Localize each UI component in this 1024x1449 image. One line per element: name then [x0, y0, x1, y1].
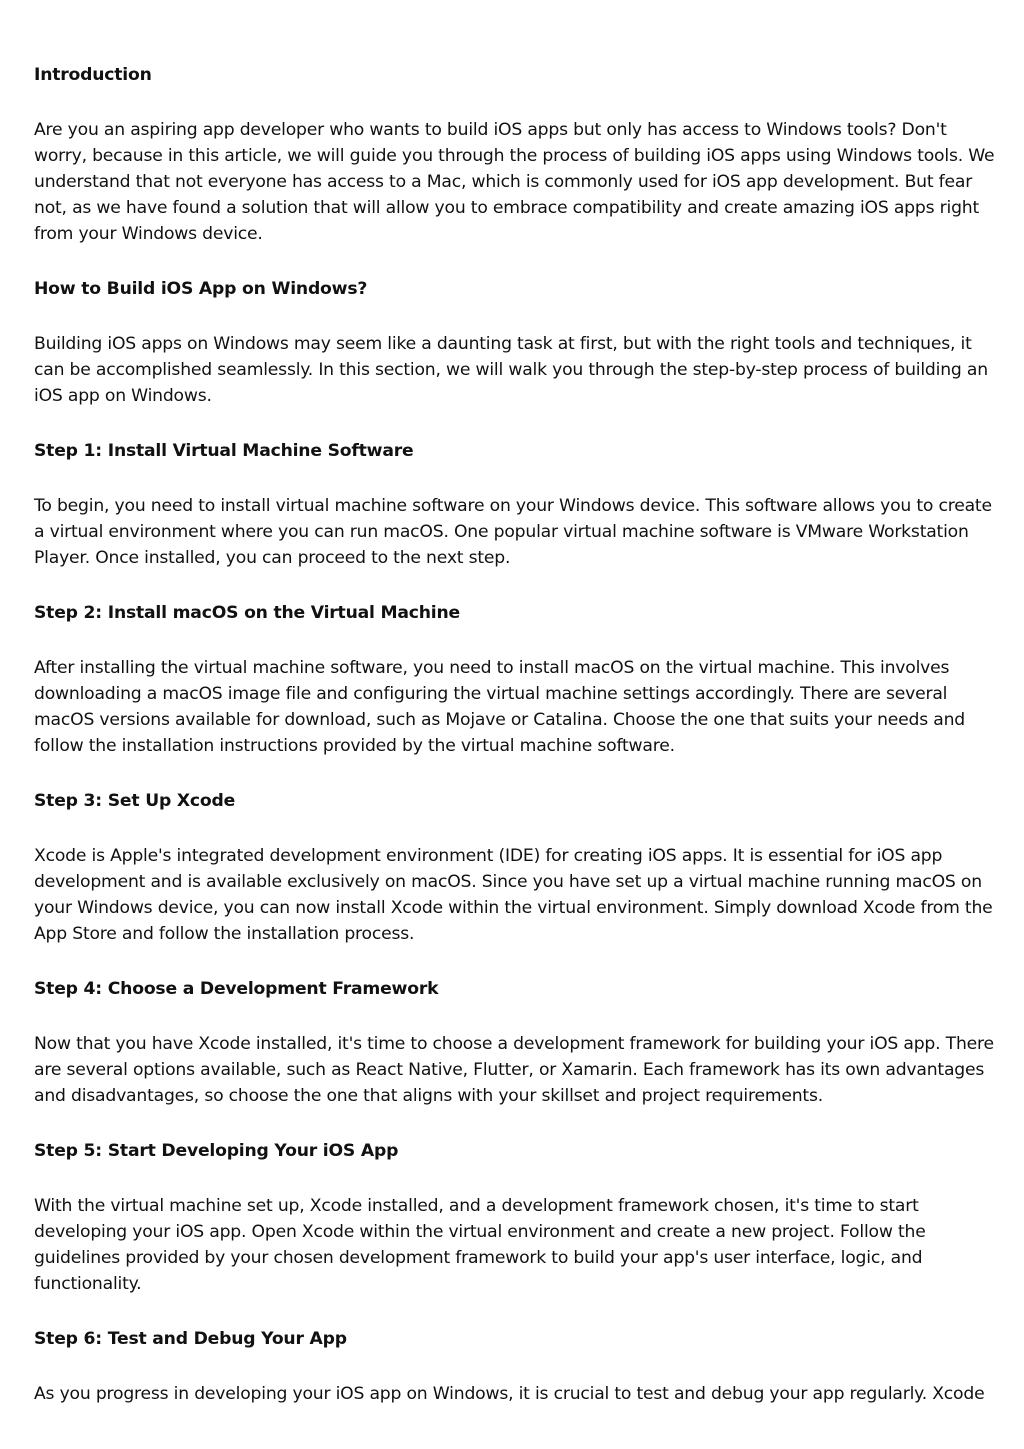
step-1-paragraph: To begin, you need to install virtual machine software on your Windows device. This software allows you to create a virtual environment where you can run macOS. One popular virtual machine software is VMware Workstation Player. Once installed, you can proceed to the next step.: [34, 496, 992, 568]
step-4-paragraph: Now that you have Xcode installed, it's time to choose a development framework for building your iOS app. There are several options available, such as React Native, Flutter, or Xamarin. Each framework has its own advantages and disadvantages, so choose the one that aligns with your skillset and project requirements.: [34, 1034, 994, 1106]
section-heading-step-1: Step 1: Install Virtual Machine Software: [34, 441, 414, 461]
section-heading-step-2: Step 2: Install macOS on the Virtual Machine: [34, 603, 460, 623]
article-page: [34, 62, 996, 1407]
section-heading-step-5: Step 5: Start Developing Your iOS App: [34, 1141, 399, 1161]
step-5-paragraph: With the virtual machine set up, Xcode installed, and a development framework chosen, it's time to start developing your iOS app. Open Xcode within the virtual environment and create a new project. Follow the guidelines provided by your chosen development framework to build your app's user interface, logic, and functionality.: [34, 1196, 926, 1294]
section-heading-how-to-build: How to Build iOS App on Windows?: [34, 279, 368, 299]
step-3-paragraph: Xcode is Apple's integrated development environment (IDE) for creating iOS apps. It is essential for iOS app development and is available exclusively on macOS. Since you have set up a virtual machine running macOS on your Windows device, you can now install Xcode within the virtual environment. Simply download Xcode from the App Store and follow the installation process.: [34, 846, 993, 944]
section-heading-introduction: Introduction: [34, 65, 152, 85]
step-6-paragraph: As you progress in developing your iOS app on Windows, it is crucial to test and debug your app regularly. Xcode: [34, 1384, 985, 1404]
intro-paragraph: Are you an aspiring app developer who wants to build iOS apps but only has access to Windows tools? Don't worry, because in this article, we will guide you through the process of building iOS apps using Windows tools. We understand that not everyone has access to a Mac, which is commonly used for iOS app development. But fear not, as we have found a solution that will allow you to embrace compatibility and create amazing iOS apps right from your Windows device.: [34, 120, 995, 244]
section-heading-step-6: Step 6: Test and Debug Your App: [34, 1329, 347, 1349]
how-to-build-paragraph: Building iOS apps on Windows may seem like a daunting task at first, but with the right tools and techniques, it can be accomplished seamlessly. In this section, we will walk you through the step-by-step process of building an iOS app on Windows.: [34, 334, 988, 406]
step-2-paragraph: After installing the virtual machine software, you need to install macOS on the virtual machine. This involves downloading a macOS image file and configuring the virtual machine settings accordingly. There are several macOS versions available for download, such as Mojave or Catalina. Choose the one that suits your needs and follow the installation instructions provided by the virtual machine software.: [34, 658, 965, 756]
section-heading-step-3: Step 3: Set Up Xcode: [34, 791, 236, 811]
section-heading-step-4: Step 4: Choose a Development Framework: [34, 979, 439, 999]
